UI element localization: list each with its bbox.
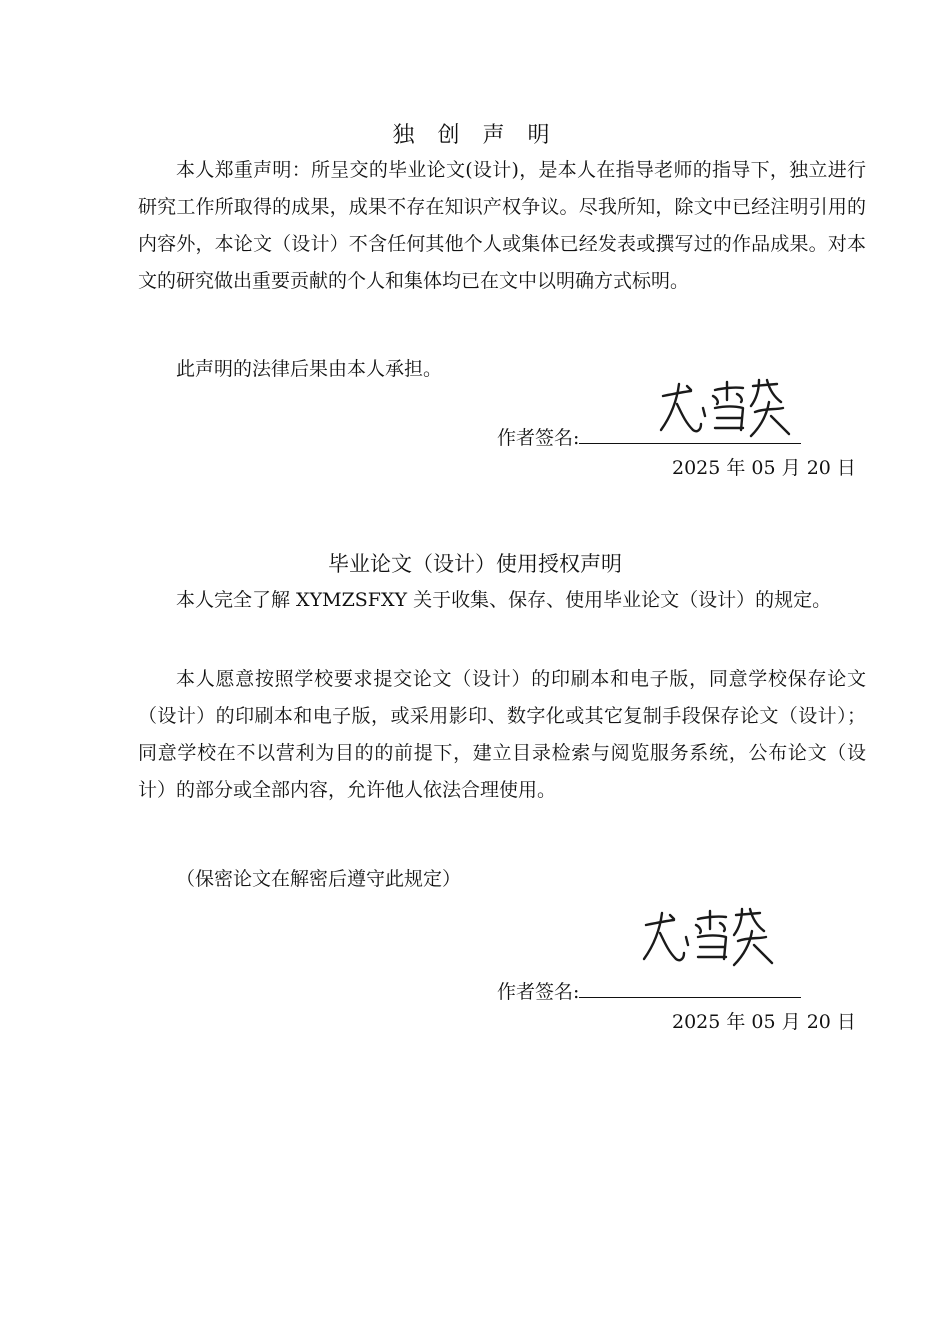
declaration-paragraph-2: 此声明的法律后果由本人承担。 bbox=[176, 358, 443, 380]
authorization-paragraph-3: （保密论文在解密后遵守此规定） bbox=[176, 868, 462, 890]
signature-label: 作者签名: bbox=[497, 981, 580, 1003]
signature-line bbox=[579, 423, 801, 444]
declaration-title: 独 创 声 明 bbox=[392, 123, 558, 148]
authorization-signature-row bbox=[497, 977, 801, 1005]
authorization-date: 2025 年 05 月 20 日 bbox=[672, 1011, 856, 1033]
handwritten-signature bbox=[638, 905, 778, 969]
signature-line bbox=[579, 977, 801, 998]
declaration-signature-row bbox=[497, 423, 801, 451]
declaration-date: 2025 年 05 月 20 日 bbox=[672, 457, 856, 479]
authorization-title: 毕业论文（设计）使用授权声明 bbox=[328, 552, 622, 576]
authorization-paragraph-2: 本人愿意按照学校要求提交论文（设计）的印刷本和电子版，同意学校保存论文（设计）的印刷本和电子版，或采用影印、数字化或其它复制手段保存论文（设计）；同意学校在不以营利为目的的前提下，建立目录检索与阅览服务系统，公布论文（设计）的部分或全部内容，允许他人依法合理使用。 bbox=[138, 668, 866, 801]
declaration-paragraph-1: 本人郑重声明：所呈交的毕业论文(设计)，是本人在指导老师的指导下，独立进行研究工作所取得的成果，成果不存在知识产权争议。尽我所知，除文中已经注明引用的内容外，本论文（设计）不含任何其他个人或集体已经发表或撰写过的作品成果。对本文的研究做出重要贡献的个人和集体均已在文中以明确方式标明。 bbox=[138, 159, 866, 292]
authorization-paragraph-1: 本人完全了解 XYMZSFXY 关于收集、保存、使用毕业论文（设计）的规定。 bbox=[176, 589, 832, 611]
signature-label: 作者签名: bbox=[497, 427, 580, 449]
